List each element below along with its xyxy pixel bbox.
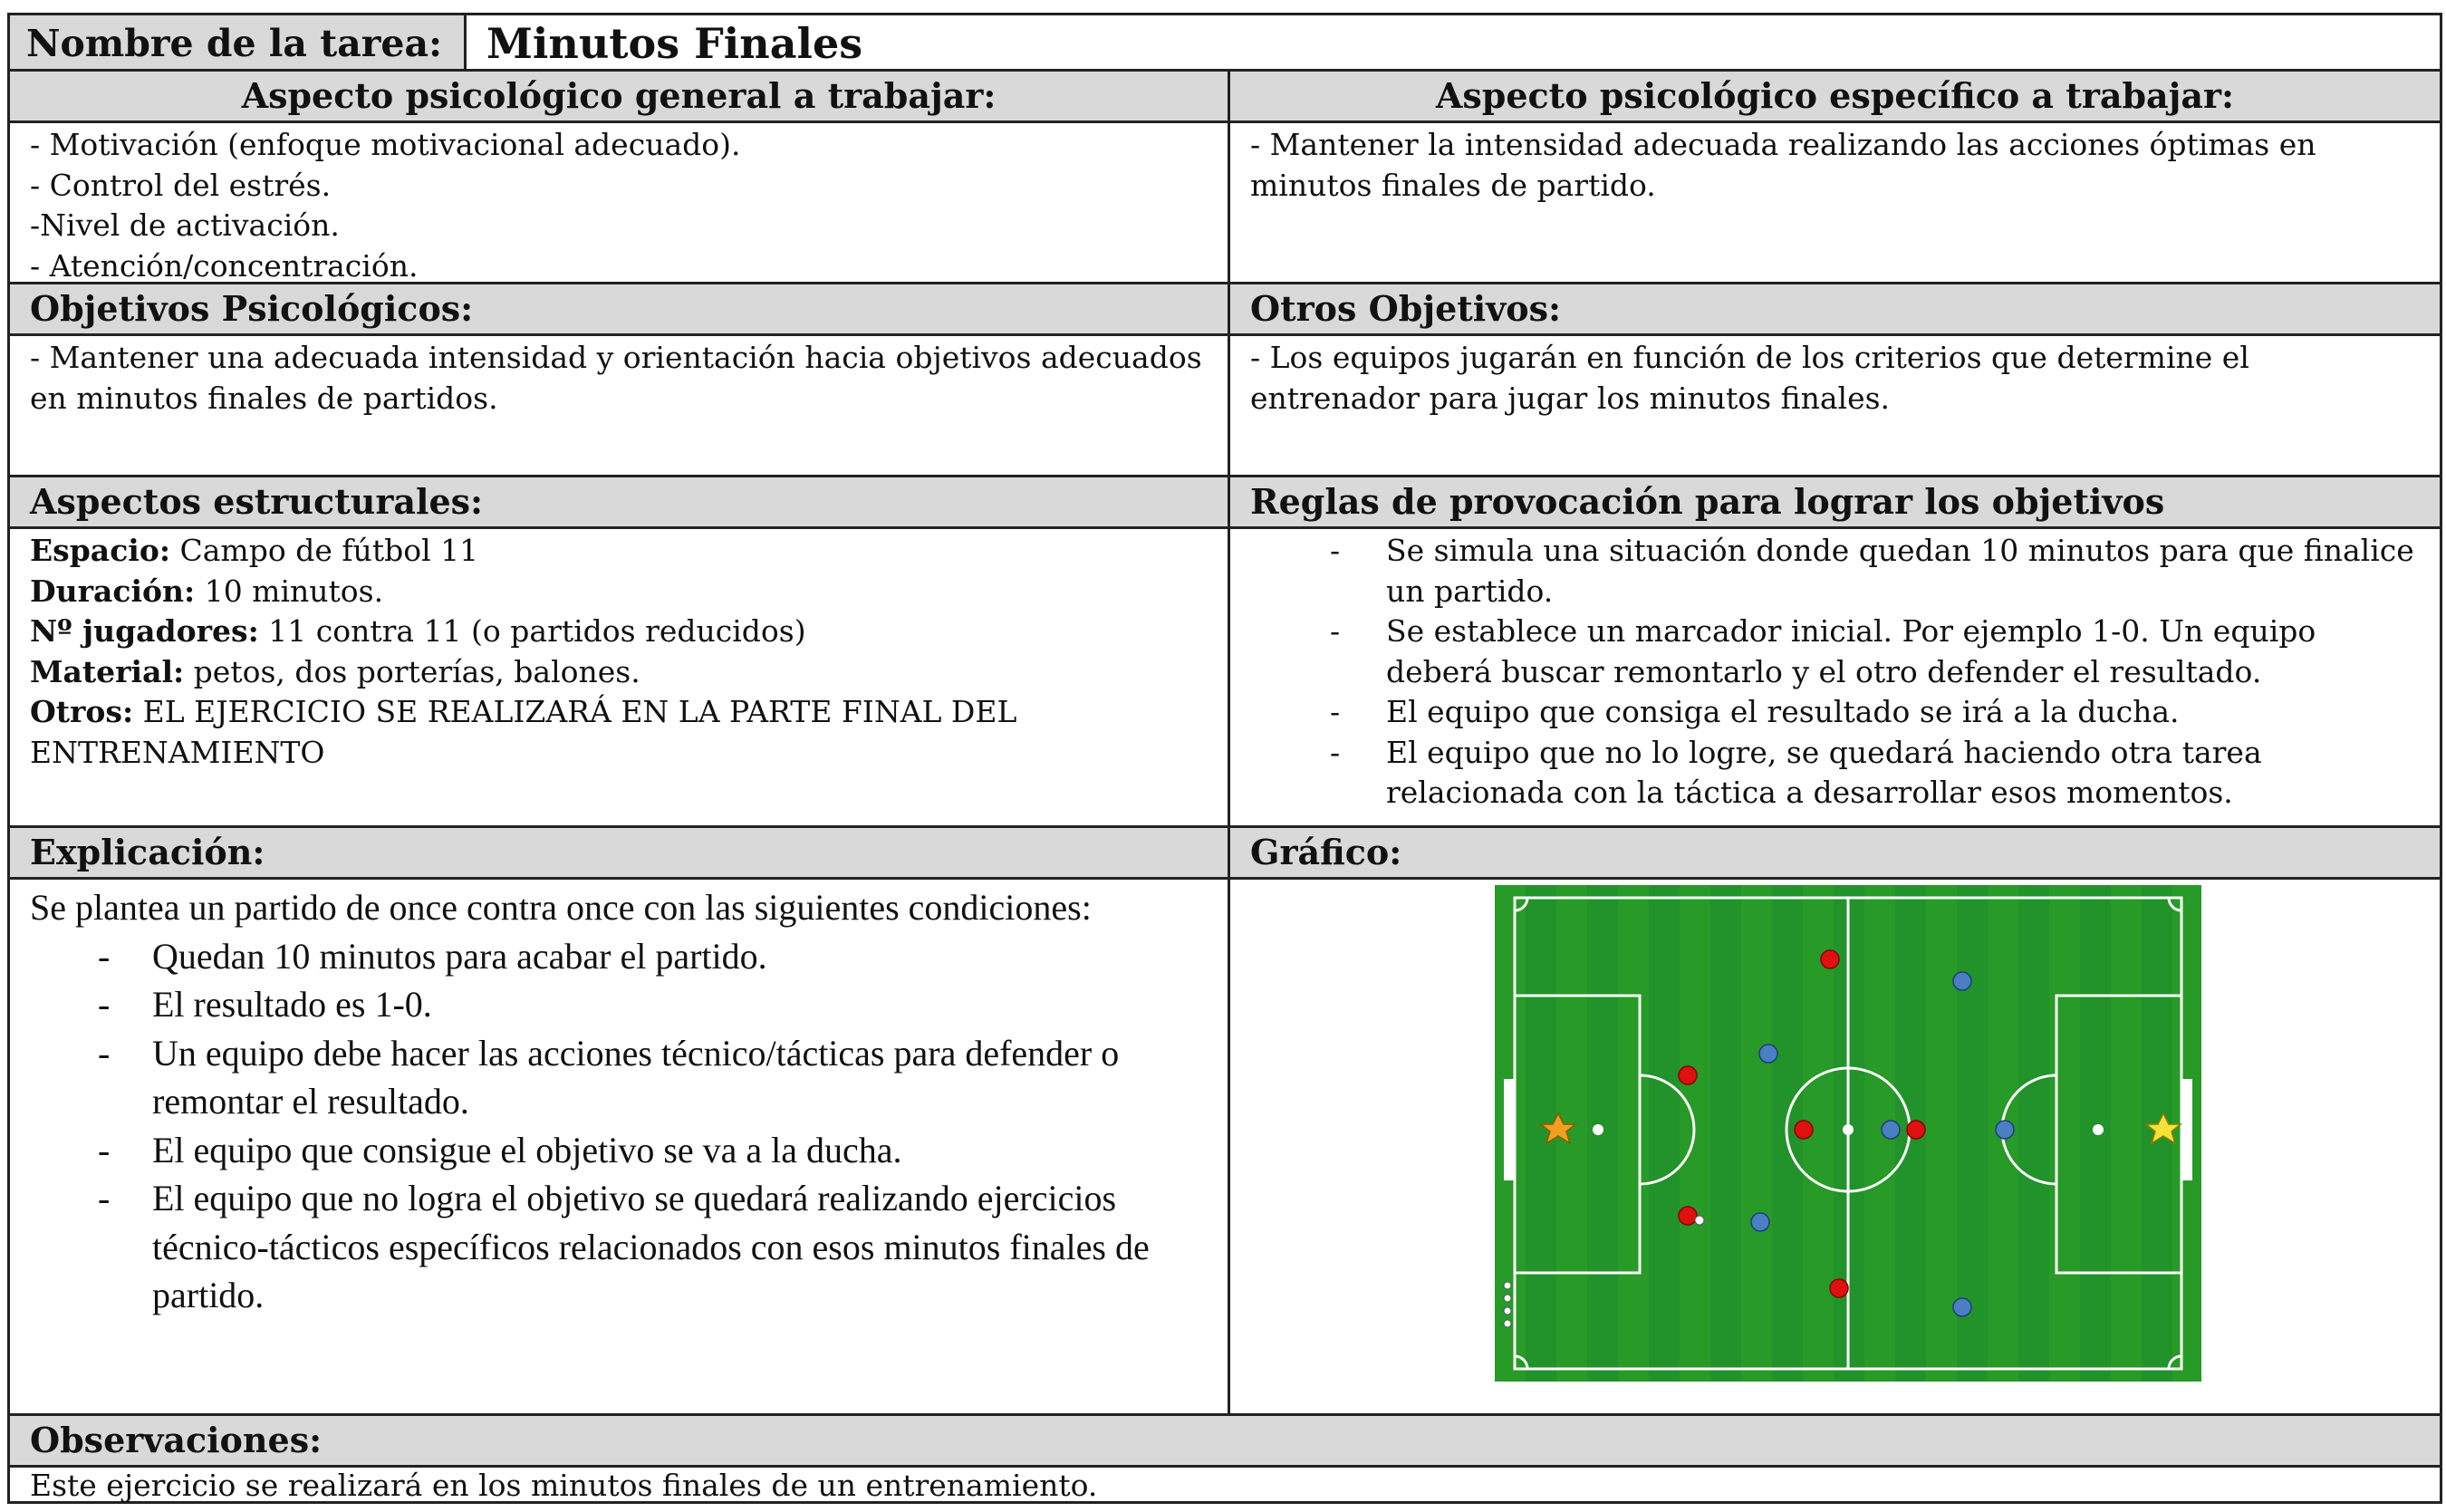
explanation-item: - El equipo que no logra el objetivo se quedará realizando ejercicios técnico-tácticos específicos relacionados con esos minutos finales de partido.	[30, 1174, 1208, 1320]
player-blue	[1953, 972, 1971, 990]
football-pitch-diagram	[1495, 885, 2201, 1382]
rule-item: - El equipo que consiga el resultado se irá a la ducha.	[1250, 692, 2420, 733]
rule-item: - Se establece un marcador inicial. Por ejemplo 1-0. Un equipo deberá buscar remontarlo y el otro defender el resultado.	[1250, 612, 2420, 692]
player-red	[1795, 1121, 1813, 1139]
objectives-content-row	[10, 336, 2440, 477]
task-name-label: Nombre de la tarea:	[10, 15, 467, 69]
field-value: 11 contra 11 (o partidos reducidos)	[258, 613, 806, 649]
explanation-item: - Quedan 10 minutos para acabar el partido.	[30, 932, 1208, 981]
task-sheet	[7, 13, 2442, 1504]
general-aspect-list	[10, 123, 1228, 282]
player-blue	[1759, 1045, 1777, 1063]
rules-list	[1230, 529, 2440, 825]
task-name-value: Minutos Finales	[486, 19, 863, 68]
ball	[1695, 1216, 1704, 1225]
objectives-header-row	[10, 284, 2440, 336]
field-label: Duración:	[30, 573, 196, 609]
rules-title: Reglas de provocación para lograr los objetivos	[1250, 481, 2165, 522]
player-blue	[1953, 1298, 1971, 1316]
explanation-intro: Se plantea un partido de once contra once con las siguientes condiciones:	[30, 887, 1092, 928]
center-spot	[1843, 1124, 1854, 1135]
player-blue	[1996, 1121, 2014, 1139]
field-label: Otros:	[30, 694, 134, 729]
rule-item: - Se simula una situación donde quedan 10 minutos para que finalice un partido.	[1250, 531, 2420, 612]
explanation-item: - El resultado es 1-0.	[30, 980, 1208, 1029]
field-value: 10 minutos.	[195, 573, 384, 609]
goal-right	[2181, 1079, 2192, 1180]
general-aspect-item: -Nivel de activación.	[30, 207, 340, 243]
player-red	[1679, 1207, 1697, 1225]
structural-field	[30, 612, 1208, 652]
field-label: Nº jugadores:	[30, 613, 259, 649]
general-aspect-title: Aspecto psicológico general a trabajar:	[241, 75, 997, 116]
psych-objectives-text: - Mantener una adecuada intensidad y orientación hacia objetivos adecuados en minutos finales de partidos.	[30, 340, 1202, 416]
structure-content-row	[10, 529, 2440, 828]
general-aspect-item: - Atención/concentración.	[30, 247, 419, 282]
graphic-title: Gráfico:	[1250, 832, 1402, 872]
structural-field	[30, 652, 1208, 693]
task-name-row	[10, 15, 2440, 72]
aspects-header-row	[10, 72, 2440, 123]
observations-title: Observaciones:	[30, 1420, 323, 1460]
structural-field	[30, 531, 1208, 572]
graphic-cell	[1230, 880, 2440, 1413]
rule-item: - El equipo que no lo logre, se quedará haciendo otra tarea relacionada con la táctica a desarrollar esos momentos.	[1250, 733, 2420, 814]
explanation-title: Explicación:	[30, 832, 265, 872]
explanation-body	[10, 880, 1228, 1413]
player-red	[1907, 1121, 1925, 1139]
penalty-spot-right	[2093, 1124, 2104, 1135]
observations-text: Este ejercicio se realizará en los minutos finales de un entrenamiento.	[30, 1468, 1098, 1503]
specific-aspect-text: - Mantener la intensidad adecuada realizando las acciones óptimas en minutos finales de partido.	[1250, 127, 2316, 203]
structure-header-row	[10, 477, 2440, 529]
observations-content-row	[10, 1468, 2440, 1504]
player-blue	[1751, 1213, 1769, 1231]
goal-left	[1504, 1079, 1515, 1180]
ball	[1504, 1282, 1511, 1289]
general-aspect-item: - Control del estrés.	[30, 167, 332, 203]
general-aspect-item: - Motivación (enfoque motivacional adecuado).	[30, 127, 741, 162]
ball	[1504, 1320, 1511, 1327]
psych-objectives-title: Objetivos Psicológicos:	[30, 288, 474, 329]
other-objectives-text: - Los equipos jugarán en función de los criterios que determine el entrenador para jugar los minutos finales.	[1250, 340, 2249, 416]
penalty-spot-left	[1593, 1124, 1603, 1135]
explanation-item: - El equipo que consigue el objetivo se va a la ducha.	[30, 1126, 1208, 1175]
specific-aspect-title: Aspecto psicológico específico a trabajar:	[1435, 75, 2235, 116]
player-blue	[1882, 1121, 1900, 1139]
structural-fields	[10, 529, 1228, 825]
field-value: EL EJERCICIO SE REALIZARÁ EN LA PARTE FINAL DEL ENTRENAMIENTO	[30, 694, 1017, 770]
explanation-header-row	[10, 828, 2440, 880]
other-objectives-title: Otros Objetivos:	[1250, 288, 1562, 329]
explanation-item: - Un equipo debe hacer las acciones técnico/tácticas para defender o remontar el resultado.	[30, 1029, 1208, 1126]
player-red	[1679, 1066, 1697, 1084]
structural-field	[30, 692, 1208, 773]
observations-header-row	[10, 1416, 2440, 1468]
explanation-content-row	[10, 880, 2440, 1416]
structural-field	[30, 572, 1208, 612]
field-value: petos, dos porterías, balones.	[184, 653, 640, 689]
structural-title: Aspectos estructurales:	[30, 481, 484, 522]
player-red	[1830, 1279, 1848, 1297]
ball	[1504, 1307, 1511, 1315]
aspects-content-row	[10, 123, 2440, 284]
ball	[1504, 1295, 1511, 1302]
field-label: Espacio:	[30, 533, 171, 568]
field-label: Material:	[30, 653, 185, 689]
field-value: Campo de fútbol 11	[170, 533, 479, 568]
player-red	[1821, 950, 1839, 968]
